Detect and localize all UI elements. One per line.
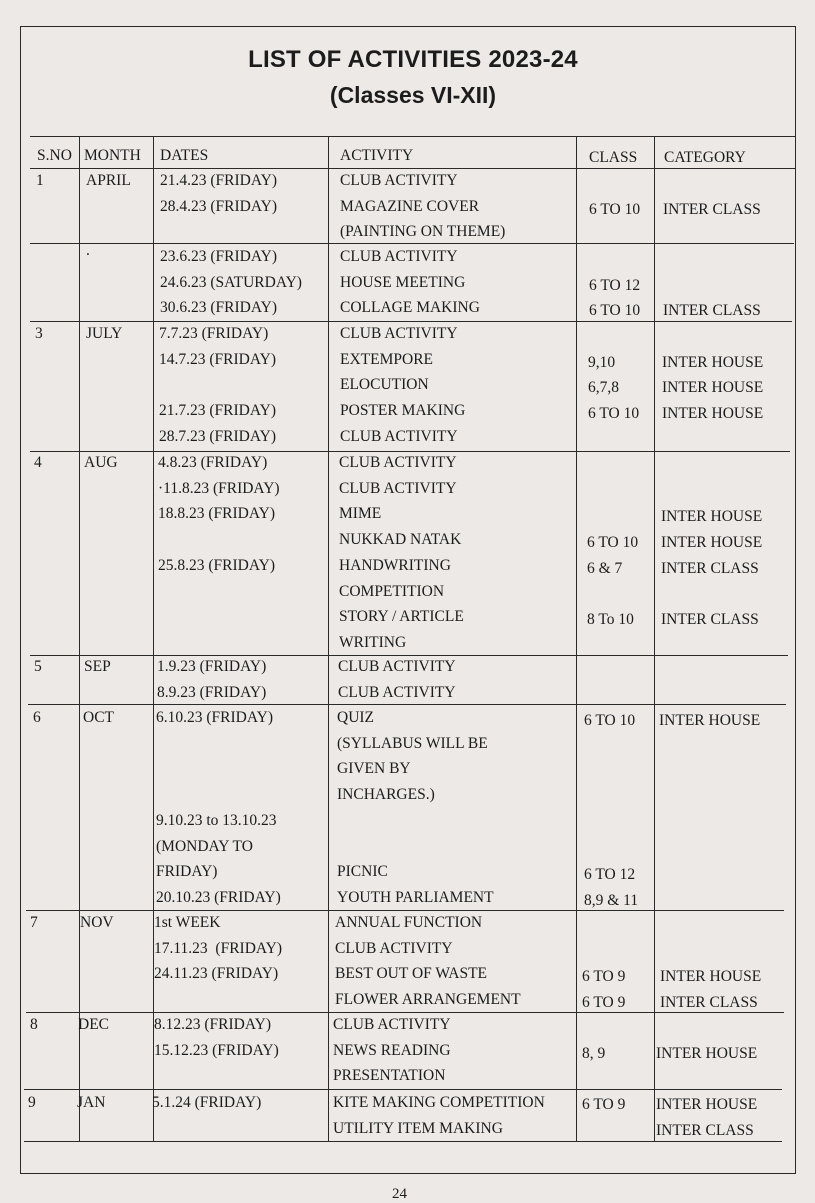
row-6-sno: 6	[33, 709, 41, 726]
row-8-category: INTER HOUSE	[656, 1044, 758, 1062]
row-2-activity: CLUB ACTIVITY HOUSE MEETING COLLAGE MAKING	[340, 248, 480, 317]
row-6-class: 6 TO 10 6 TO 12 8,9 & 11	[584, 712, 639, 909]
row-3-sno: 3	[35, 325, 43, 342]
header-dates: DATES	[160, 147, 209, 164]
page-number: 24	[392, 1186, 407, 1202]
row-9-class: 6 TO 9	[582, 1096, 626, 1113]
row-9-month: JAN	[77, 1094, 106, 1111]
row-1-sno: 1	[36, 172, 44, 189]
row-3-category: INTER HOUSE INTER HOUSE INTER HOUSE	[662, 353, 764, 423]
page-subtitle: (Classes VI-XII)	[329, 82, 497, 108]
row-3-class: 9,10 6,7,8 6 TO 10	[588, 353, 640, 423]
row-7-month: NOV	[80, 914, 114, 931]
row-5-month: SEP	[84, 658, 111, 675]
row-7-dates: 1st WEEK 17.11.23 (FRIDAY) 24.11.23 (FRIDAY)	[154, 914, 283, 983]
row-9-sno: 9	[28, 1094, 36, 1111]
row-6-month: OCT	[83, 709, 114, 726]
row-3-dates: 7.7.23 (FRIDAY) 14.7.23 (FRIDAY) 21.7.23 (FRIDAY) 28.7.23 (FRIDAY)	[159, 325, 276, 445]
page-title: LIST OF ACTIVITIES 2023-24	[248, 46, 578, 73]
row-7-activity: ANNUAL FUNCTION CLUB ACTIVITY BEST OUT OF WASTE FLOWER ARRANGEMENT	[335, 914, 521, 1009]
row-2-dates: 23.6.23 (FRIDAY) 24.6.23 (SATURDAY) 30.6.23 (FRIDAY)	[160, 248, 302, 317]
row-1-category: INTER CLASS	[663, 200, 761, 218]
row-1-dates: 21.4.23 (FRIDAY) 28.4.23 (FRIDAY)	[160, 172, 277, 215]
row-7-class: 6 TO 9 6 TO 9	[582, 968, 626, 1012]
header-category: CATEGORY	[664, 149, 746, 166]
row-1-activity: CLUB ACTIVITY MAGAZINE COVER (PAINTING ON THEME)	[340, 172, 506, 241]
row-2-category: INTER CLASS	[663, 302, 761, 320]
row-8-month: DEC	[78, 1016, 109, 1033]
header-month: MONTH	[84, 147, 141, 164]
row-3-month: JULY	[86, 325, 123, 342]
row-5-dates: 1.9.23 (FRIDAY) 8.9.23 (FRIDAY)	[157, 658, 267, 701]
row-3-activity: CLUB ACTIVITY EXTEMPORE ELOCUTION POSTER MAKING CLUB ACTIVITY	[340, 325, 466, 445]
row-4-category: INTER HOUSE INTER HOUSE INTER CLASS INTER CLASS	[661, 508, 763, 629]
header-class: CLASS	[589, 149, 638, 166]
row-1-class: 6 TO 10	[589, 200, 641, 218]
row-2-class: 6 TO 12 6 TO 10	[589, 276, 641, 320]
header-activity: ACTIVITY	[340, 147, 414, 164]
row-2-month: .	[86, 242, 90, 259]
row-8-dates: 8.12.23 (FRIDAY) 15.12.23 (FRIDAY)	[154, 1016, 279, 1059]
row-1-month: APRIL	[86, 172, 131, 189]
header-sno: S.NO	[37, 147, 72, 164]
row-4-class: 6 TO 10 6 & 7 8 To 10	[587, 534, 639, 629]
row-5-sno: 5	[34, 658, 42, 675]
row-4-activity: CLUB ACTIVITY CLUB ACTIVITY MIME NUKKAD NATAK HANDWRITING COMPETITION STORY / ARTICLE WRITING	[339, 454, 464, 651]
row-6-dates: 6.10.23 (FRIDAY) 9.10.23 to 13.10.23 (MONDAY TO FRIDAY) 20.10.23 (FRIDAY)	[156, 709, 281, 906]
row-4-dates: 4.8.23 (FRIDAY) ·11.8.23 (FRIDAY) 18.8.23 (FRIDAY) 25.8.23 (FRIDAY)	[158, 454, 280, 574]
row-4-sno: 4	[34, 454, 42, 471]
row-8-class: 8, 9	[582, 1044, 606, 1062]
row-9-dates: 5.1.24 (FRIDAY)	[152, 1094, 262, 1111]
row-8-activity: CLUB ACTIVITY NEWS READING PRESENTATION	[333, 1016, 451, 1085]
row-8-sno: 8	[30, 1016, 38, 1033]
row-7-category: INTER HOUSE INTER CLASS	[660, 968, 762, 1012]
row-9-category: INTER HOUSE INTER CLASS	[656, 1096, 758, 1139]
row-9-activity: KITE MAKING COMPETITION UTILITY ITEM MAKING	[333, 1094, 545, 1137]
row-6-activity: QUIZ (SYLLABUS WILL BE GIVEN BY INCHARGES.) PICNIC YOUTH PARLIAMENT	[337, 709, 494, 906]
row-7-sno: 7	[30, 914, 38, 931]
title-block	[30, 26, 796, 136]
row-5-activity: CLUB ACTIVITY CLUB ACTIVITY	[338, 658, 456, 701]
row-4-month: AUG	[84, 454, 118, 471]
row-6-category: INTER HOUSE	[659, 712, 761, 729]
